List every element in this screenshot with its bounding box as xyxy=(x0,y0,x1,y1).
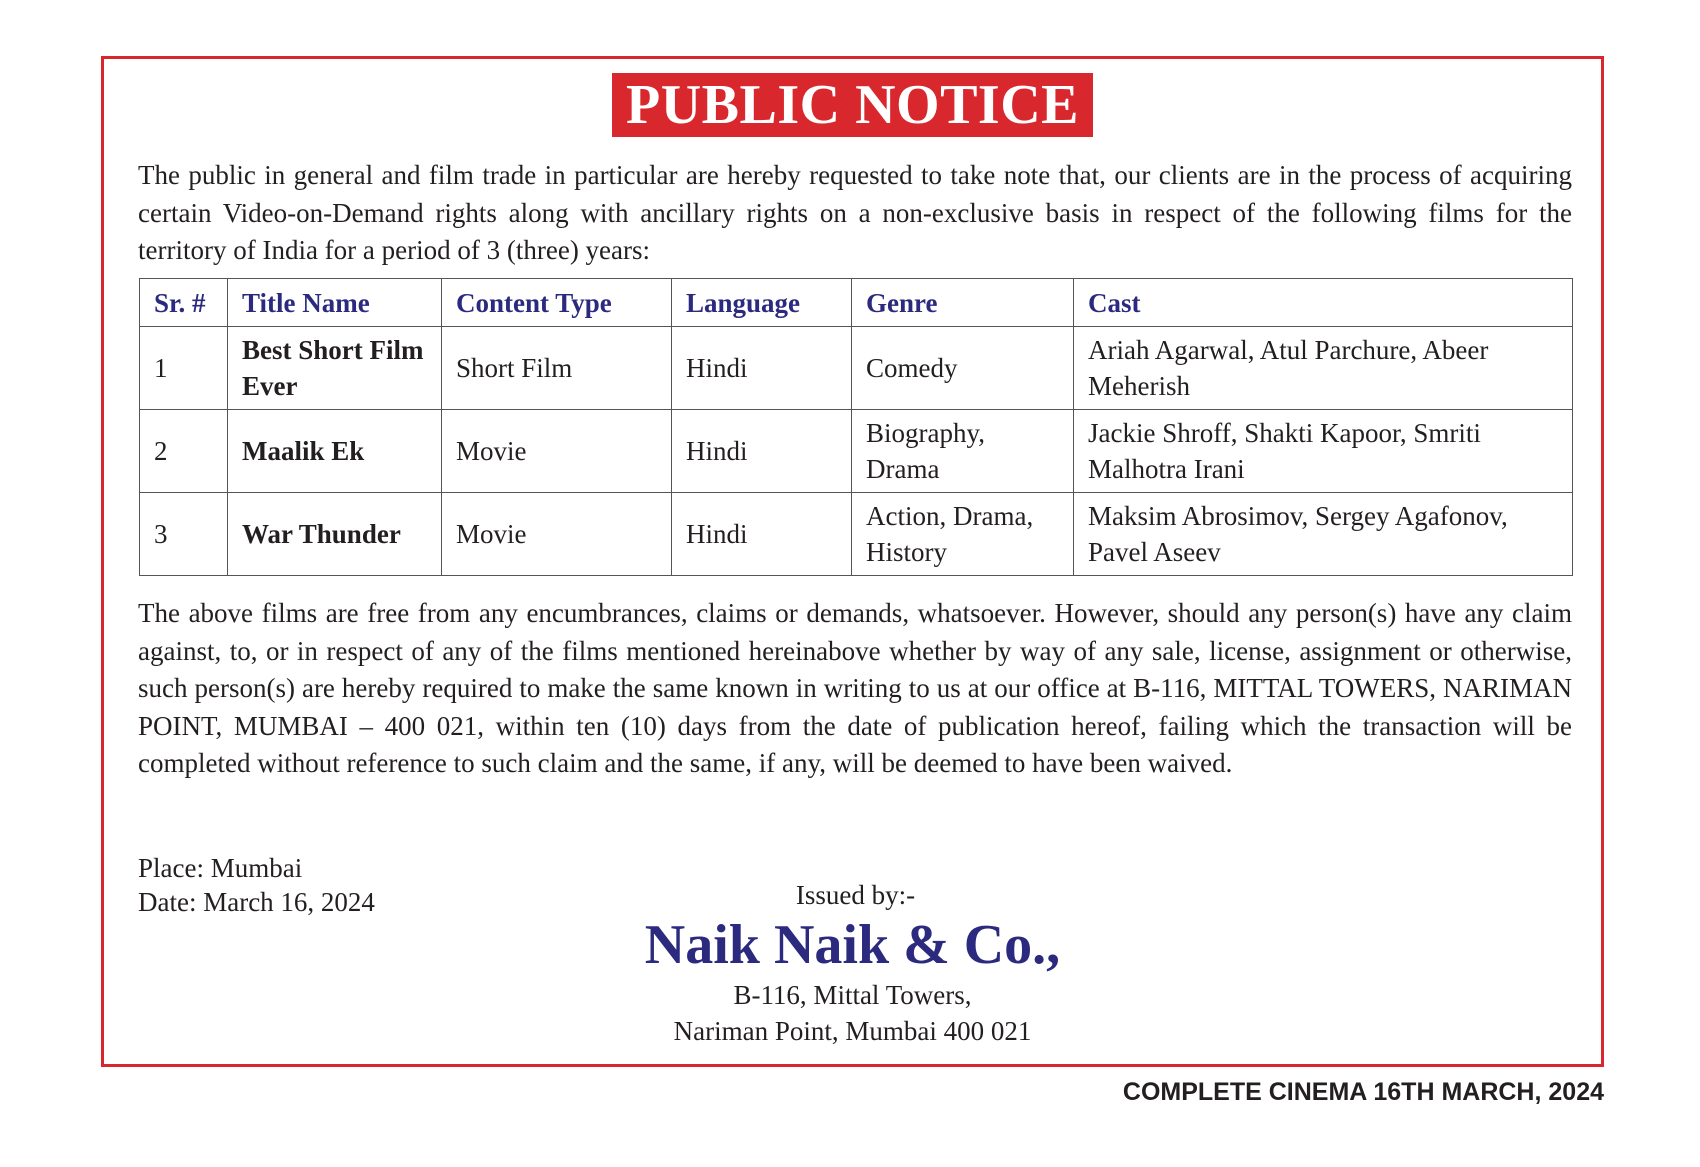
firm-address-line2: Nariman Point, Mumbai 400 021 xyxy=(673,1016,1032,1046)
cell-title: War Thunder xyxy=(228,493,442,576)
cell-language: Hindi xyxy=(672,327,852,410)
cell-cast: Ariah Agarwal, Atul Parchure, Abeer Meherish xyxy=(1074,327,1573,410)
cell-language: Hindi xyxy=(672,410,852,493)
notice-heading: PUBLIC NOTICE xyxy=(612,73,1093,137)
intro-paragraph: The public in general and film trade in particular are hereby requested to take note that, our clients are in the process of acquiring certain Video-on-Demand rights along with ancillary rights on a non-exclusive basis in respect of the following films for the territory of India for a period of 3 (three) years: xyxy=(138,160,1572,265)
cell-content-type: Movie xyxy=(442,493,672,576)
issued-by-label: Issued by:- xyxy=(795,880,916,910)
heading-wrapper xyxy=(104,73,1601,137)
cell-title: Best Short Film Ever xyxy=(228,327,442,410)
cell-sr: 3 xyxy=(140,493,228,576)
issuer-block xyxy=(104,877,1601,1049)
table-row xyxy=(140,327,1573,410)
public-notice-frame xyxy=(101,56,1604,1067)
films-table xyxy=(139,278,1573,576)
header-cast: Cast xyxy=(1074,279,1573,327)
table-row xyxy=(140,493,1573,576)
cell-content-type: Short Film xyxy=(442,327,672,410)
cell-genre: Comedy xyxy=(852,327,1074,410)
header-content-type: Content Type xyxy=(442,279,672,327)
publication-footer: COMPLETE CINEMA 16TH MARCH, 2024 xyxy=(1122,1078,1604,1106)
header-genre: Genre xyxy=(852,279,1074,327)
place-line: Place: Mumbai xyxy=(138,853,303,883)
cell-cast: Maksim Abrosimov, Sergey Agafonov, Pavel Aseev xyxy=(1074,493,1573,576)
firm-address-line1: B-116, Mittal Towers, xyxy=(733,980,972,1010)
header-sr: Sr. # xyxy=(140,279,228,327)
table-row xyxy=(140,410,1573,493)
header-language: Language xyxy=(672,279,852,327)
cell-sr: 1 xyxy=(140,327,228,410)
cell-genre: Biography, Drama xyxy=(852,410,1074,493)
date-line: Date: March 16, 2024 xyxy=(138,887,375,917)
cell-sr: 2 xyxy=(140,410,228,493)
cell-cast: Jackie Shroff, Shakti Kapoor, Smriti Malhotra Irani xyxy=(1074,410,1573,493)
cell-title: Maalik Ek xyxy=(228,410,442,493)
cell-content-type: Movie xyxy=(442,410,672,493)
header-title-name: Title Name xyxy=(228,279,442,327)
cell-language: Hindi xyxy=(672,493,852,576)
cell-genre: Action, Drama, History xyxy=(852,493,1074,576)
firm-name: Naik Naik & Co., xyxy=(644,914,1061,976)
table-header-row xyxy=(140,279,1573,327)
closing-paragraph: The above films are free from any encumbrances, claims or demands, whatsoever. However, should any person(s) have any claim against, to, or in respect of any of the films mentioned hereinabove whether by way of any sale, license, assignment or otherwise, such person(s) are hereby required to make the same known in writing to us at our office at B-116, MITTAL TOWERS, NARIMAN POINT, MUMBAI – 400 021, within ten (10) days from the date of publication hereof, failing which the transaction will be completed without reference to such claim and the same, if any, will be deemed to have been waived. xyxy=(138,598,1572,778)
